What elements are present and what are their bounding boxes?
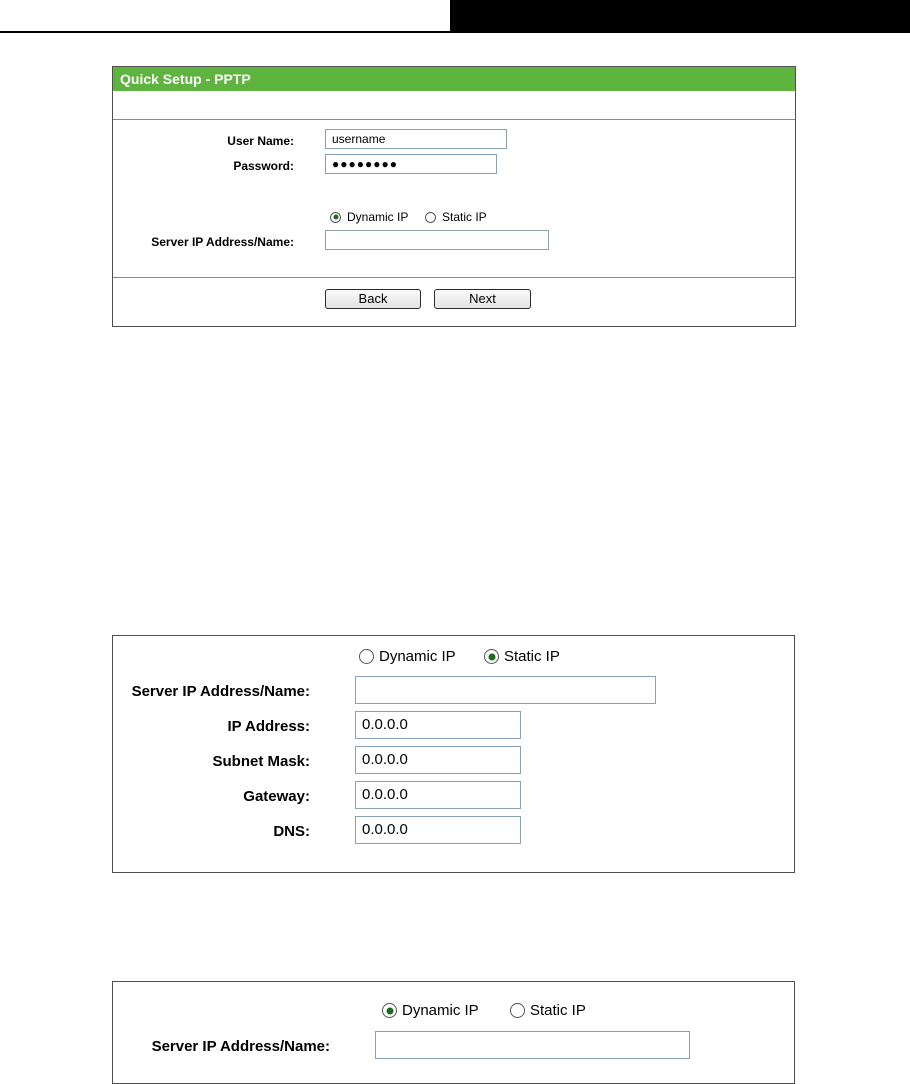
radio-unchecked-icon bbox=[359, 649, 374, 664]
dns-label: DNS: bbox=[273, 823, 310, 840]
static-ip-label: Static IP bbox=[504, 648, 560, 665]
radio-checked-icon bbox=[484, 649, 499, 664]
subnet-mask-label: Subnet Mask: bbox=[212, 753, 310, 770]
dynamic-ip-label: Dynamic IP bbox=[347, 210, 409, 224]
dynamic-ip-label: Dynamic IP bbox=[402, 1002, 479, 1019]
static-ip-label: Static IP bbox=[530, 1002, 586, 1019]
radio-unchecked-icon bbox=[425, 212, 436, 223]
divider-top bbox=[113, 119, 795, 120]
dynamic-ip-radio[interactable] bbox=[330, 210, 408, 224]
user-name-input[interactable]: username bbox=[325, 129, 507, 149]
server-ip-label: Server IP Address/Name: bbox=[151, 1038, 330, 1055]
next-button[interactable]: Next bbox=[434, 289, 531, 309]
dns-input[interactable]: 0.0.0.0 bbox=[355, 816, 521, 844]
panel-title: Quick Setup - PPTP bbox=[113, 67, 795, 91]
header-black-block bbox=[450, 0, 910, 33]
subnet-mask-input[interactable]: 0.0.0.0 bbox=[355, 746, 521, 774]
radio-checked-icon bbox=[330, 212, 341, 223]
static-ip-radio[interactable] bbox=[425, 210, 487, 224]
server-ip-label: Server IP Address/Name: bbox=[131, 683, 310, 700]
header-rule bbox=[0, 31, 450, 33]
radio-unchecked-icon bbox=[510, 1003, 525, 1018]
static-ip-label: Static IP bbox=[442, 210, 487, 224]
static-ip-radio[interactable] bbox=[484, 648, 560, 665]
back-button[interactable]: Back bbox=[325, 289, 421, 309]
divider-bottom bbox=[113, 277, 795, 278]
static-ip-radio[interactable] bbox=[510, 1002, 586, 1019]
server-ip-label: Server IP Address/Name: bbox=[151, 235, 294, 249]
dynamic-ip-panel bbox=[112, 981, 795, 1084]
password-label: Password: bbox=[233, 159, 294, 173]
dynamic-ip-radio[interactable] bbox=[359, 648, 456, 665]
server-ip-input[interactable] bbox=[375, 1031, 690, 1059]
dynamic-ip-radio[interactable] bbox=[382, 1002, 479, 1019]
ip-address-input[interactable]: 0.0.0.0 bbox=[355, 711, 521, 739]
static-ip-panel bbox=[112, 635, 795, 873]
user-name-label: User Name: bbox=[227, 134, 294, 148]
quick-setup-pptp-panel bbox=[112, 66, 796, 327]
ip-address-label: IP Address: bbox=[227, 718, 310, 735]
server-ip-input[interactable] bbox=[325, 230, 549, 250]
server-ip-input[interactable] bbox=[355, 676, 656, 704]
dynamic-ip-label: Dynamic IP bbox=[379, 648, 456, 665]
radio-checked-icon bbox=[382, 1003, 397, 1018]
password-input[interactable]: ●●●●●●●● bbox=[325, 154, 497, 174]
gateway-input[interactable]: 0.0.0.0 bbox=[355, 781, 521, 809]
gateway-label: Gateway: bbox=[243, 788, 310, 805]
